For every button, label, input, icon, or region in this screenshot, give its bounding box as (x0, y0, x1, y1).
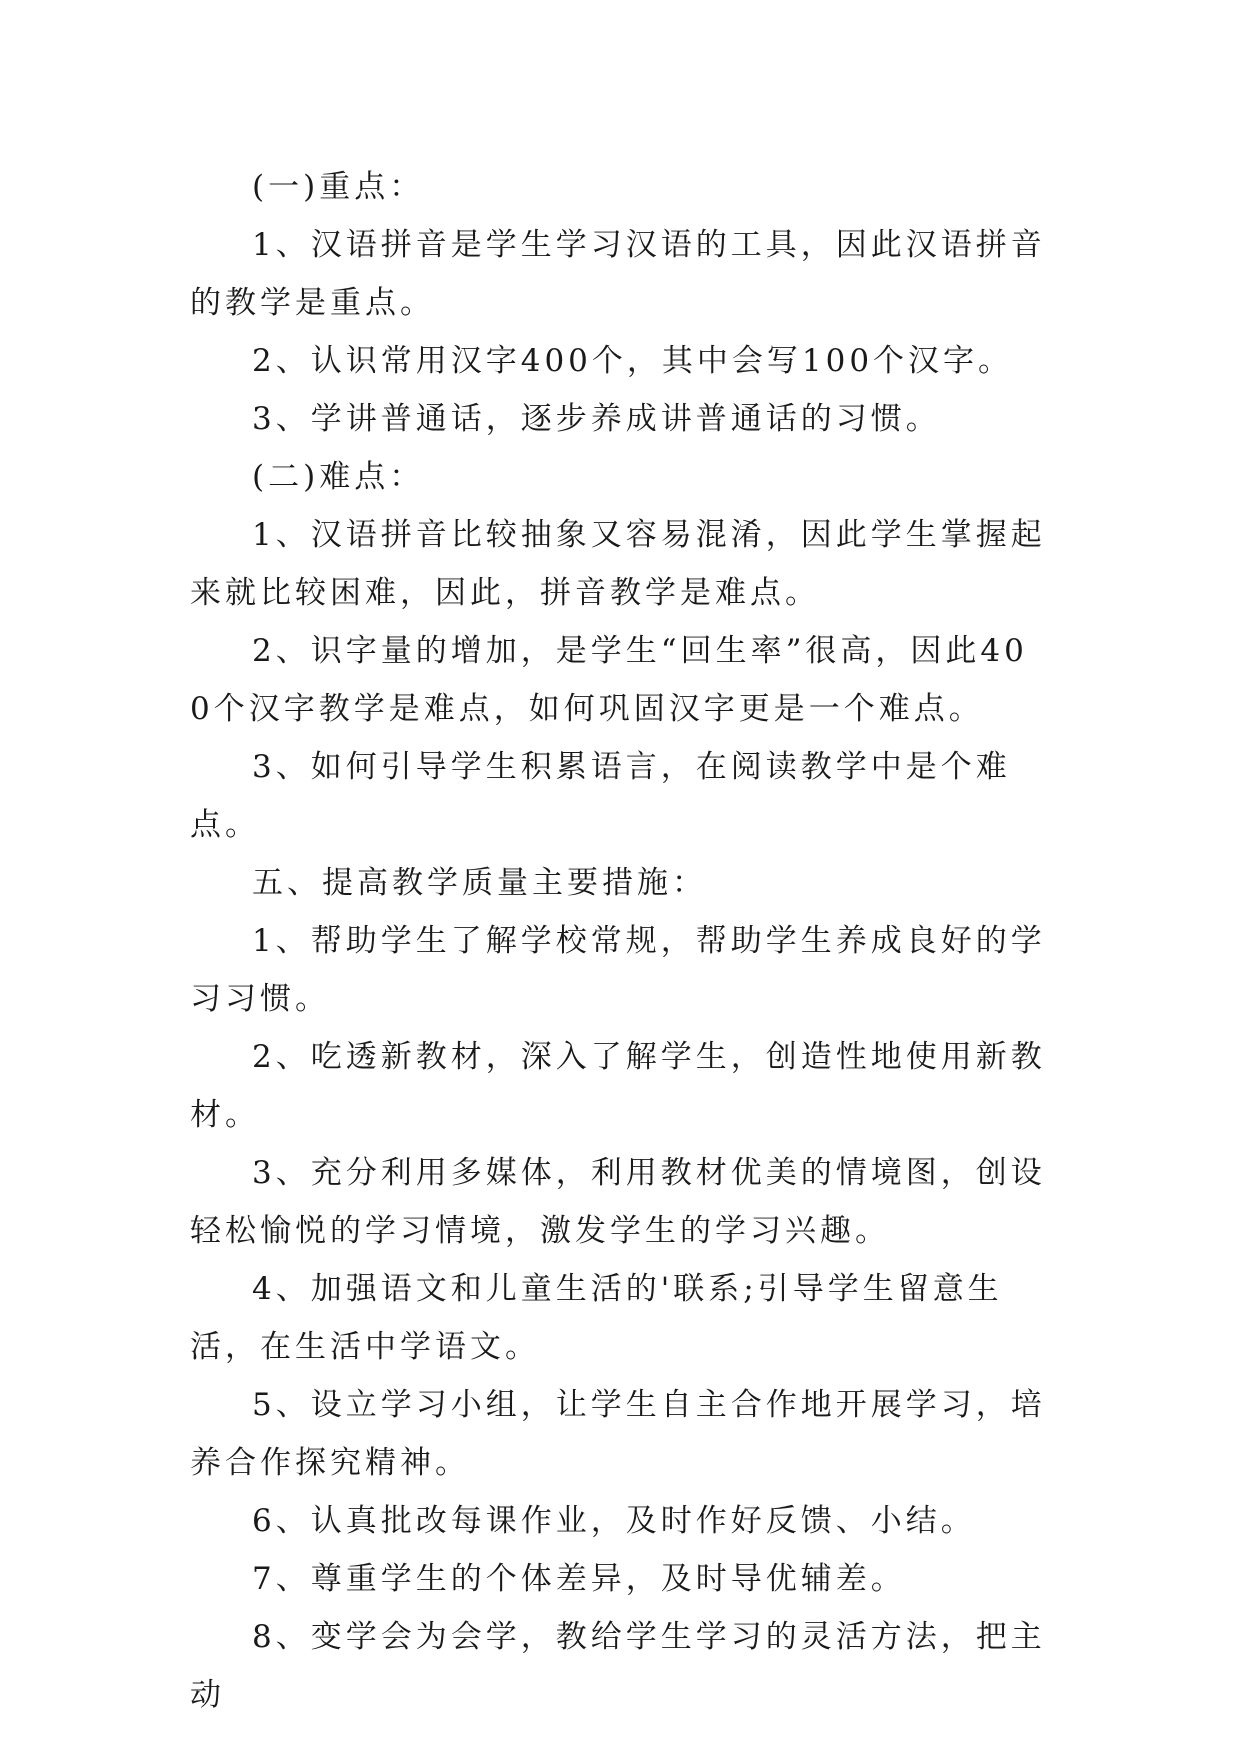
section-heading-difficulties: (二)难点： (252, 459, 425, 495)
paragraph: 5、设立学习小组，让学生自主合作地开展学习，培养合作探究精神。 (190, 1387, 1046, 1481)
paragraph: 1、汉语拼音是学生学习汉语的工具，因此汉语拼音的教学是重点。 (190, 227, 1046, 321)
paragraph: 4、加强语文和儿童生活的'联系;引导学生留意生活，在生活中学语文。 (190, 1271, 1003, 1365)
paragraph: 2、识字量的增加，是学生“回生率”很高，因此400个汉字教学是难点，如何巩固汉字更是一个难点。 (190, 633, 1028, 727)
paragraph: 1、汉语拼音比较抽象又容易混淆，因此学生掌握起来就比较困难，因此，拼音教学是难点。 (190, 517, 1046, 611)
paragraph: 3、如何引导学生积累语言，在阅读教学中是个难点。 (190, 749, 1011, 843)
section-heading-measures: 五、提高教学质量主要措施： (252, 865, 707, 901)
paragraph: 3、充分利用多媒体，利用教材优美的情境图，创设轻松愉悦的学习情境，激发学生的学习兴趣。 (190, 1155, 1046, 1249)
document-body (190, 158, 1050, 1724)
paragraph: 6、认真批改每课作业，及时作好反馈、小结。 (252, 1503, 976, 1539)
section-heading-key-points: (一)重点： (252, 169, 425, 205)
paragraph: 7、尊重学生的个体差异，及时导优辅差。 (252, 1561, 906, 1597)
paragraph: 3、学讲普通话，逐步养成讲普通话的习惯。 (252, 401, 941, 437)
paragraph: 2、认识常用汉字400个，其中会写100个汉字。 (252, 343, 1014, 379)
paragraph: 2、吃透新教材，深入了解学生，创造性地使用新教材。 (190, 1039, 1046, 1133)
paragraph: 8、变学会为会学，教给学生学习的灵活方法，把主动 (190, 1619, 1046, 1713)
paragraph: 1、帮助学生了解学校常规，帮助学生养成良好的学习习惯。 (190, 923, 1046, 1017)
